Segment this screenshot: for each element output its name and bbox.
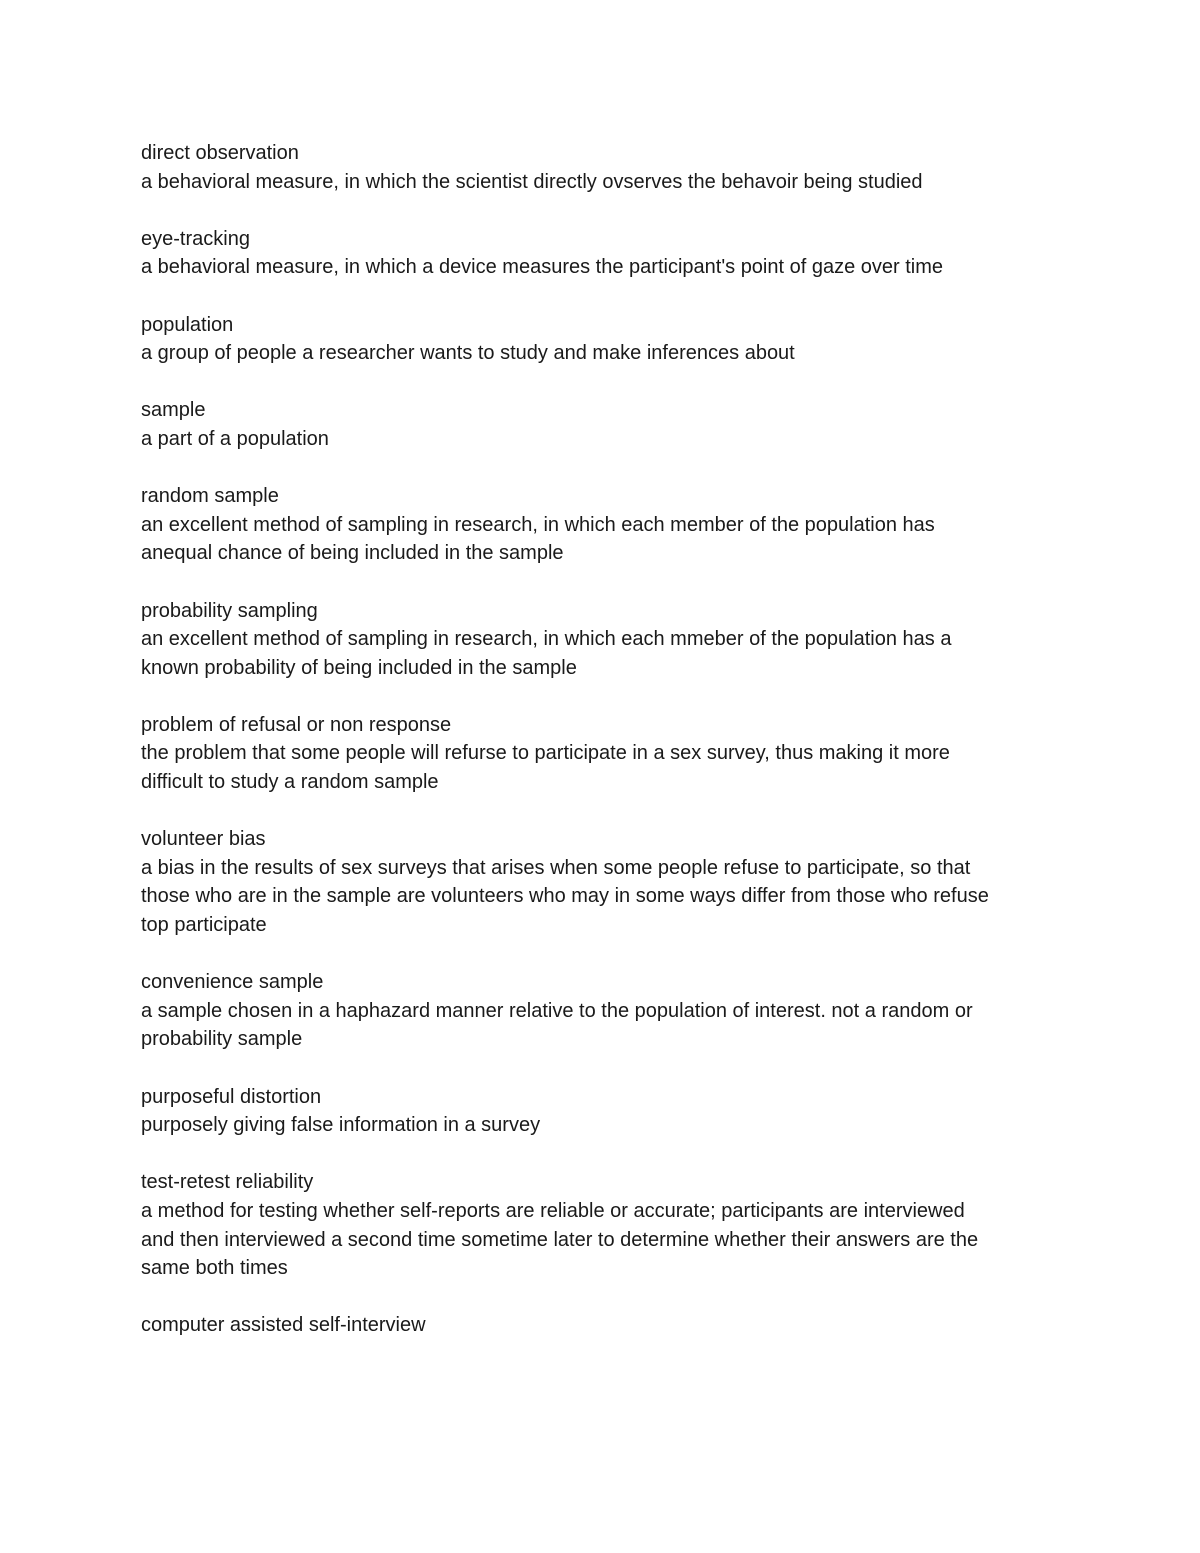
definition-line: difficult to study a random sample [141,771,439,794]
glossary-term: population [141,313,234,336]
definition-line: a group of people a researcher wants to study and make inferences about [141,342,795,365]
definition-line: a method for testing whether self-reports are reliable or accurate; participants are interviewed [141,1199,965,1222]
definition-line: known probability of being included in the sample [141,656,577,679]
glossary-entry [141,1168,1071,1282]
glossary-entry [141,311,1071,368]
glossary-term: purposeful distortion [141,1085,322,1108]
definition-line: probability sample [141,1028,303,1051]
glossary-term: volunteer bias [141,828,266,851]
definition-line: top participate [141,914,267,937]
glossary-entry [141,968,1071,1054]
definition-line: same both times [141,1257,288,1280]
document-page [141,139,1071,1369]
definition-line: a behavioral measure, in which the scientist directly ovserves the behavoir being studied [141,170,923,193]
glossary-term: random sample [141,485,279,508]
glossary-entry [141,396,1071,453]
definition-line: a sample chosen in a haphazard manner relative to the population of interest. not a random or [141,999,973,1022]
glossary-entry [141,482,1071,568]
glossary-term: probability sampling [141,599,318,622]
definition-line: anequal chance of being included in the sample [141,542,564,565]
definition-line: and then interviewed a second time sometime later to determine whether their answers are the [141,1228,979,1251]
definition-line: an excellent method of sampling in research, in which each mmeber of the population has a [141,628,952,651]
definition-line: a part of a population [141,427,329,450]
glossary-term: test-retest reliability [141,1171,314,1194]
glossary-entry [141,597,1071,683]
glossary-term: eye-tracking [141,227,250,250]
glossary-term: problem of refusal or non response [141,713,452,736]
definition-line: the problem that some people will refurse to participate in a sex survey, thus making it more [141,742,950,765]
glossary-entry [141,825,1071,939]
glossary-entry [141,1311,1071,1340]
glossary-term: direct observation [141,142,299,164]
definition-line: a behavioral measure, in which a device measures the participant's point of gaze over time [141,256,944,279]
glossary-term: convenience sample [141,971,324,994]
glossary-term: computer assisted self-interview [141,1314,426,1337]
definition-line: purposely giving false information in a survey [141,1114,541,1137]
glossary-entry [141,1083,1071,1140]
glossary-entry [141,225,1071,282]
glossary-entry [141,139,1071,196]
definition-line: those who are in the sample are volunteers who may in some ways differ from those who refuse [141,885,989,908]
definition-line: an excellent method of sampling in research, in which each member of the population has [141,513,935,536]
definition-line: a bias in the results of sex surveys that arises when some people refuse to participate, so that [141,856,971,879]
glossary-entry [141,711,1071,797]
glossary-term: sample [141,399,206,422]
